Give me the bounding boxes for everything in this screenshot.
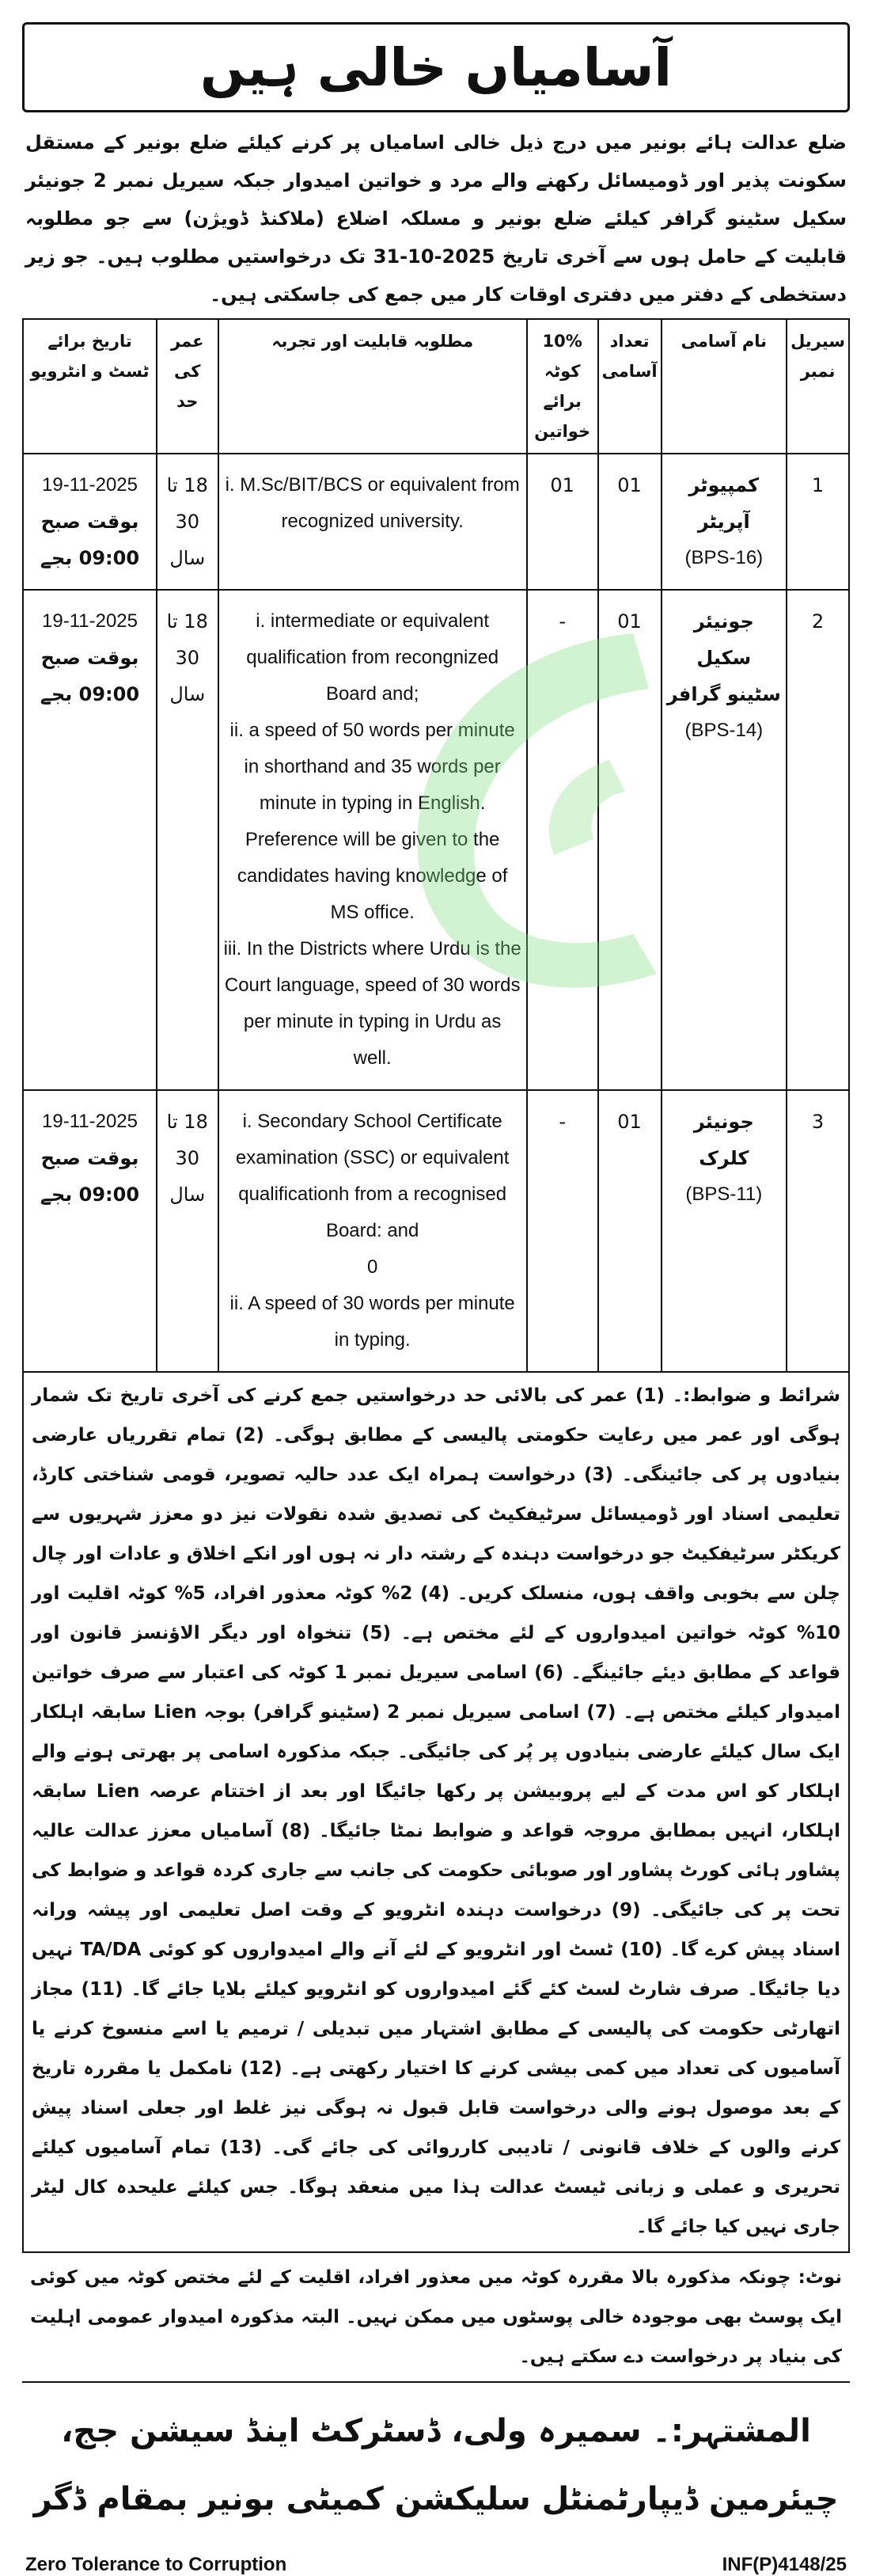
post-bps: (BPS-14) [684,720,764,741]
footer-slogan: Zero Tolerance to Corruption [25,2554,287,2575]
age-max: 30 [175,1147,200,1169]
table-row [23,1090,849,1372]
post-cell [662,1090,787,1372]
quota-cell: - [527,1090,598,1372]
test-time: بوقت صبح 09:00 بجے [40,1147,140,1206]
page-title: آسامیاں خالی ہیں [199,36,673,98]
vacancies-table [22,318,850,1373]
intro-paragraph: ضلع عدالت ہائے بونیر میں درج ذیل خالی اسامیاں پر کرنے کیلئے ضلع بونیر کے مستقل سکونت پذیر اور ڈومیسائل رکھنے والے مرد و خواتین امیدوار جبکہ سیریل نمبر 2 جونیئر سکیل سٹینو گرافر کیلئے ضلع بونیر و مسلکہ اضلاع (ملاکنڈ ڈویژن) سے جو مطلوبہ قابلیت کے حامل ہوں سے آخری تاریخ 2025-10-31 تک درخواستیں مطلوب ہیں۔ جو زیر دستخطی کے دفتر میں دفتری اوقات کار میں جمع کی جاسکتی ہیں۔ [25,131,847,306]
advertisement [22,22,850,2576]
header-count: تعداد آسامی [598,319,662,454]
post-name: جونیئر سکیل سٹینو گرافر [666,610,781,705]
table-row [23,454,849,590]
test-time: بوقت صبح 09:00 بجے [40,511,140,569]
age-cell [157,1090,218,1372]
test-time: بوقت صبح 09:00 بجے [40,647,140,705]
advertiser-block [22,2397,850,2533]
test-date: 19-11-2025 [42,610,138,632]
header-serial: سیریل نمبر [787,319,849,454]
serial-cell: 2 [787,590,849,1090]
header-post: نام آسامی [662,319,787,454]
schedule-cell [23,1090,157,1372]
schedule-cell [23,454,157,590]
advertiser-line-2: چیئرمین ڈیپارٹمنٹل سلیکشن کمیٹی بونیر بمقام ڈگر [33,2481,839,2517]
age-max: 30 [175,511,200,533]
serial-cell: 3 [787,1090,849,1372]
qualification-item: ii. A speed of 30 words per minute in typing. [229,1293,515,1351]
qualification-item: iii. In the Districts where Urdu is the Court language, speed of 30 words per minute in typing in Urdu as well. [223,938,521,1069]
age-unit: سال [169,1184,206,1206]
header-age: عمر کی حد [157,319,218,454]
post-bps: (BPS-16) [684,547,764,568]
age-unit: سال [169,547,206,569]
qualification-item: i. intermediate or equivalent qualification from recongnized Board and; [246,610,499,705]
count-cell: 01 [598,590,662,1090]
qualification-cell [218,1090,527,1372]
header-qualification: مطلوبہ قابلیت اور تجربہ [218,319,527,454]
age-min: 18 تا [166,474,208,496]
footer-reference: INF(P)4148/25 [722,2554,847,2575]
post-cell [662,590,787,1090]
advertiser-line-1: المشتہر:۔ سمیرہ ولی، ڈسٹرکٹ اینڈ سیشن جج، [61,2413,811,2449]
post-bps: (BPS-11) [685,1184,763,1205]
test-date: 19-11-2025 [42,1111,138,1132]
post-name: کمپیوٹر آپریٹر [688,474,760,533]
qualification-item: i. M.Sc/BIT/BCS or equivalent from recognized university. [225,474,520,532]
post-cell [662,454,787,590]
age-cell [157,454,218,590]
count-cell: 01 [598,454,662,590]
qualification-item: i. Secondary School Certificate examination (SSC) or equivalent qualificationh from a recognised Board: and [235,1111,510,1241]
footer [22,2554,850,2576]
title-box [22,22,850,112]
note-paragraph: نوٹ: چونکہ مذکورہ بالا مقررہ کوٹہ میں معذور افراد، اقلیت کے لئے مختص کوٹہ میں کوئی ایک پوسٹ بھی موجودہ خالی پوسٹوں میں ممکن نہیں۔ البتہ مذکورہ امیدوار عمومی اہلیت کی بنیاد پر درخواست دے سکتے ہیں۔ [22,2253,850,2383]
count-cell: 01 [598,1090,662,1372]
header-date: تاریخ برائے ٹسٹ و انٹرویو [23,319,157,454]
quota-cell: 01 [527,454,598,590]
schedule-cell [23,590,157,1090]
age-min: 18 تا [166,1111,208,1133]
quota-cell: - [527,590,598,1090]
table-header-row [23,319,849,454]
qualification-cell [218,590,527,1090]
header-quota: 10% کوٹہ برائے خواتین [527,319,598,454]
age-max: 30 [175,647,200,669]
age-cell [157,590,218,1090]
test-date: 19-11-2025 [42,474,138,496]
age-min: 18 تا [166,610,208,633]
age-unit: سال [169,683,206,705]
qualification-item: 0 [366,1256,378,1278]
table-row [23,590,849,1090]
post-name: جونیئر کلرک [693,1111,754,1169]
qualification-cell [218,454,527,590]
qualification-item: ii. a speed of 50 words per minute in shorthand and 35 words per minute in typing in English. Preference will be given to the candidates having knowledge of MS office. [229,720,515,923]
serial-cell: 1 [787,454,849,590]
terms-and-conditions: شرائط و ضوابط:۔ (1) عمر کی بالائی حد درخواستیں جمع کرنے کی آخری تاریخ تک شمار ہوگی اور عمر میں رعایت حکومتی پالیسی کے مطابق ہوگی۔ (2) تمام تقرریاں عارضی بنیادوں پر کی جائینگی۔ (3) درخواست ہمراہ ایک عدد حالیہ تصویر، قومی شناختی کارڈ، تعلیمی اسناد اور ڈومیسائل سرٹیفکیٹ کی تصدیق شدہ نقولات نیز دو معزز شہریوں سے کریکٹر سرٹیفکیٹ جو درخواست دہندہ کے رشتہ دار نہ ہوں اور انکے اخلاق و عادات اور چال چلن سے بخوبی واقف ہوں، منسلک کریں۔ (4) 2% کوٹہ معذور افراد، 5% کوٹہ اقلیت اور 10% کوٹہ خواتین امیدواروں کے لئے مختص ہے۔ (5) تنخواہ اور دیگر الاؤنسز قانون اور قواعد کے مطابق دیئے جائینگے۔ (6) اسامی سیریل نمبر 1 کوٹہ کی اعتبار سے صرف خواتین امیدوار کیلئے مختص ہے۔ (7) اسامی سیریل نمبر 2 (سٹینو گرافر) بوجہ Lien سابقہ اہلکار ایک سال کیلئے عارضی بنیادوں پر پُر کی جائیگی۔ جبکہ مذکورہ اسامی پر بھرتی ہونے والے اہلکار کو اس مدت کے لیے پروبیشن پر رکھا جائیگا اور بعد از اختتام عرصہ Lien سابقہ اہلکار، انہیں بمطابق مروجہ قواعد و ضوابط نمٹا جائیگا۔ (8) آسامیاں معزز عدالت عالیہ پشاور ہائی کورٹ پشاور اور صوبائی حکومت کی جانب سے جاری کردہ قواعد و ضوابط کی تحت پر کی جائیگی۔ (9) درخواست دہندہ انٹرویو کے وقت اصل تعلیمی اور پیشہ ورانہ اسناد پیش کرے گا۔ (10) ٹسٹ اور انٹرویو کے لئے آنے والے امیدواروں کو کوئی TA/DA نہیں دیا جائیگا۔ صرف شارٹ لسٹ کئے گئے امیدواروں کو انٹرویو کیلئے بلایا جائے گا۔ (11) مجاز اتھارٹی حکومت کی پالیسی کے مطابق اشتہار میں تبدیلی / ترمیم یا اسے منسوخ کرنے یا آسامیوں کی تعداد میں کمی بیشی کرنے کا اختیار رکھتی ہے۔ (12) نامکمل یا مقررہ تاریخ کے بعد موصول ہونے والی درخواست قابل قبول نہ ہوگی نیز غلط اور جعلی اسناد پیش کرنے والوں کے خلاف قانونی / تادیبی کارروائی کی جائے گی۔ (13) تمام آسامیوں کیلئے تحریری و عملی و زبانی ٹیسٹ عدالت ہذا میں منعقد ہوگا۔ جس کیلئے علیحدہ کال لیٹر جاری نہیں کیا جائے گا۔ [22,1373,850,2253]
